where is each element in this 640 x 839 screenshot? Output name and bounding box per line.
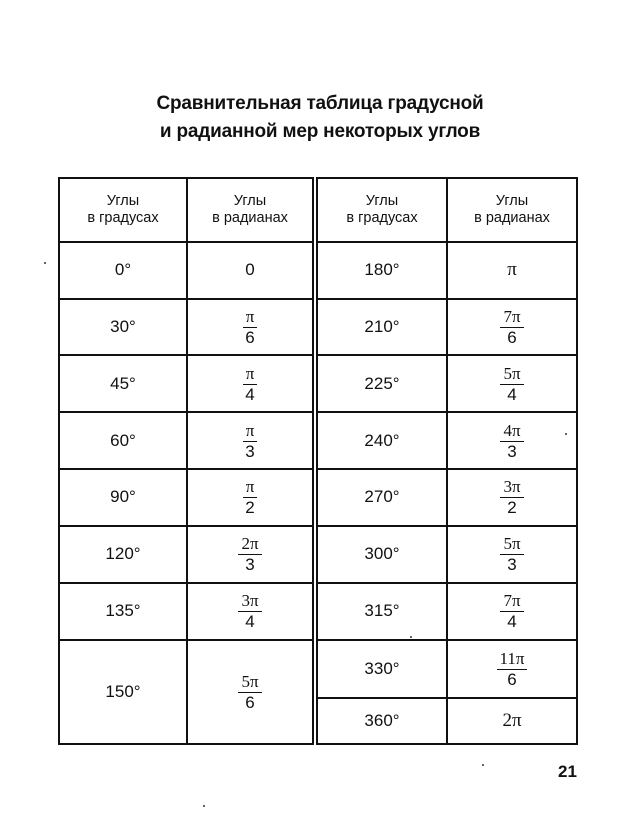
scan-speck xyxy=(482,764,484,766)
degree-cell: 120° xyxy=(59,526,187,583)
degree-cell: 300° xyxy=(315,526,447,583)
degree-cell: 360° xyxy=(315,698,447,744)
table-row xyxy=(59,640,577,699)
page-number: 21 xyxy=(558,762,577,781)
radian-cell: $\frac{7\pi}{6}$ xyxy=(447,299,577,356)
degree-cell: 315° xyxy=(315,583,447,640)
radian-cell: 0 xyxy=(187,242,315,299)
degree-cell: 330° xyxy=(315,640,447,699)
degree-cell: 210° xyxy=(315,299,447,356)
degree-cell: 30° xyxy=(59,299,187,356)
scan-speck xyxy=(203,805,205,807)
degree-cell: 45° xyxy=(59,355,187,412)
table-header-row xyxy=(59,178,577,242)
scan-speck xyxy=(410,636,412,638)
radian-cell: $\frac{\pi}{3}$ xyxy=(187,412,315,469)
table-row xyxy=(59,469,577,526)
radian-cell: $\frac{\pi}{4}$ xyxy=(187,355,315,412)
table-row xyxy=(59,526,577,583)
radian-cell: $\frac{\pi}{2}$ xyxy=(187,469,315,526)
degree-cell: 270° xyxy=(315,469,447,526)
table-row xyxy=(59,412,577,469)
title-line-2: и радианной мер некоторых углов xyxy=(159,121,481,142)
radian-cell: $\frac{5\pi}{6}$ xyxy=(187,640,315,745)
scan-speck xyxy=(44,262,46,264)
radian-cell: $\frac{3\pi}{4}$ xyxy=(187,583,315,640)
header-radians-left: Углы в радианах xyxy=(187,178,315,242)
radian-cell: $\frac{4\pi}{3}$ xyxy=(447,412,577,469)
degree-cell: 180° xyxy=(315,242,447,299)
radian-cell: $\frac{\pi}{6}$ xyxy=(187,299,315,356)
scan-speck xyxy=(565,433,567,435)
angles-table xyxy=(58,177,578,745)
header-degrees-left: Углы в градусах xyxy=(59,178,187,242)
title-line-1: Сравнительная таблица градусной xyxy=(156,93,484,114)
header-radians-right: Углы в радианах xyxy=(447,178,577,242)
table-row xyxy=(59,242,577,299)
degree-cell: 0° xyxy=(59,242,187,299)
degree-cell: 135° xyxy=(59,583,187,640)
table-row xyxy=(59,299,577,356)
degree-cell: 225° xyxy=(315,355,447,412)
degree-cell: 240° xyxy=(315,412,447,469)
header-degrees-right: Углы в градусах xyxy=(315,178,447,242)
degree-cell: 90° xyxy=(59,469,187,526)
radian-cell: $\frac{7\pi}{4}$ xyxy=(447,583,577,640)
radian-cell: π xyxy=(447,242,577,299)
degree-cell: 150° xyxy=(59,640,187,745)
radian-cell: $\frac{2\pi}{3}$ xyxy=(187,526,315,583)
table-row xyxy=(59,355,577,412)
radian-cell: 2π xyxy=(447,698,577,744)
degree-cell: 60° xyxy=(59,412,187,469)
page-title xyxy=(60,90,580,146)
radian-cell: $\frac{3\pi}{2}$ xyxy=(447,469,577,526)
table-row xyxy=(59,583,577,640)
radian-cell: $\frac{11\pi}{6}$ xyxy=(447,640,577,699)
radian-cell: $\frac{5\pi}{3}$ xyxy=(447,526,577,583)
radian-cell: $\frac{5\pi}{4}$ xyxy=(447,355,577,412)
